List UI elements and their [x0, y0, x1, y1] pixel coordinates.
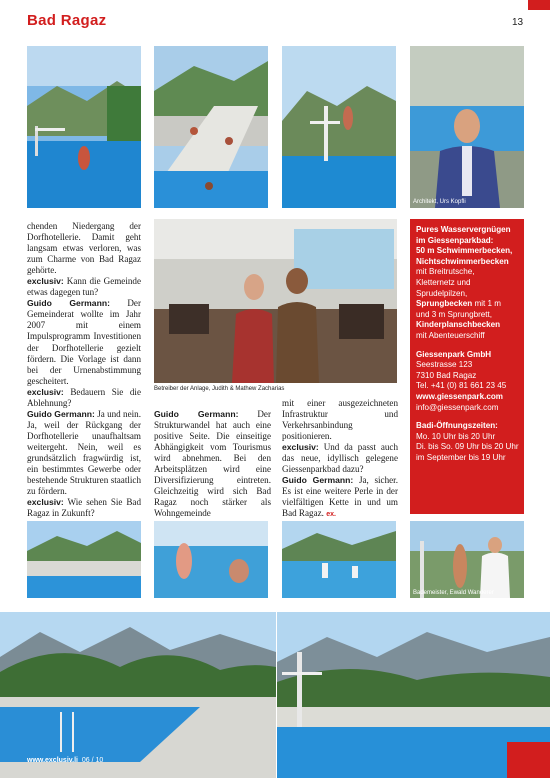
question: [27, 276, 141, 298]
footer-issue: 06 / 10: [81, 757, 104, 764]
hours-heading: Badi-Öffnungszeiten:: [416, 421, 498, 431]
hours-line: Mo. 10 Uhr bis 20 Uhr: [416, 431, 496, 441]
info-bold: Sprungbecken: [416, 299, 473, 309]
photo-panorama-left: [0, 612, 276, 778]
info-line: Kinderplanschbecken: [416, 320, 501, 330]
info-line: 50 m Schwimmerbecken,: [416, 246, 513, 256]
speaker-label: Guido Germann:: [154, 409, 239, 419]
info-line: [416, 299, 520, 310]
question-text: Wie sehen Sie Bad Ragaz in Zukunft?: [27, 497, 141, 519]
hours-line: Di. bis So. 09 Uhr bis 20 Uhr: [416, 442, 519, 452]
text-column-3: [282, 398, 398, 521]
question-label: exclusiv:: [27, 386, 64, 397]
answer: [27, 298, 141, 386]
info-box: [410, 219, 524, 514]
footer: [27, 757, 103, 764]
speaker-label: Guido Germann:: [27, 408, 95, 419]
caption-operators: Betreiber der Anlage, Judith & Mathew Zacharias: [154, 386, 285, 392]
question-label: exclusiv:: [282, 442, 319, 453]
info-line: im Giessenparkbad:: [416, 235, 494, 245]
question-text: Bedauern Sie die Ablehnung?: [27, 386, 141, 408]
info-line: Kletternetz und: [416, 277, 471, 287]
photo-small-lifeguard: [410, 521, 524, 598]
paragraph: [282, 398, 398, 442]
speaker-label: Guido Germann:: [27, 298, 110, 309]
end-mark: ex.: [326, 511, 336, 519]
section-title: Bad Ragaz: [27, 12, 107, 29]
text-column-1: [27, 221, 141, 519]
answer-text: Ja und nein. Ja, weil der Rückgang der Dorfhotellerie unaufhaltsam weitergeht. Nein, weil es grundsätzlich fragwürdig ist, ein bestimmtes Gewerbe oder bestehende Strukturen staatlich zu fördern.: [27, 408, 141, 497]
contact-company: Giessenpark GmbH: [416, 349, 492, 359]
info-line: mit Breitrutsche,: [416, 267, 475, 277]
photo-diving-tower: [282, 46, 396, 208]
text-column-2: [154, 409, 271, 519]
body-text: chenden Niedergang der Dorfhotellerie. Damit geht langsam etwas verloren, was zum Charme von Bad Ragaz gehörte.: [27, 221, 141, 276]
answer-text: Ja, sicher. Es ist eine weitere Perle in der vielfältigen Kette in und um Bad Ragaz.: [282, 475, 398, 519]
body-text: mit einer ausgezeichneten Infrastruktur und Verkehrsanbindung positionieren.: [282, 398, 398, 442]
photo-operators: [154, 219, 397, 383]
question-label: exclusiv:: [27, 276, 64, 287]
question: [282, 442, 398, 475]
contact-website[interactable]: www.giessenpark.com: [416, 391, 503, 401]
contact-city: 7310 Bad Ragaz: [416, 370, 477, 380]
caption-architect: Architekt, Urs Kopfli: [413, 199, 466, 205]
photo-small-pool: [27, 521, 141, 598]
photo-small-fountains: [282, 521, 396, 598]
info-line: Nichtschwimmerbecken: [416, 256, 509, 266]
caption-lifeguard: Bademeister, Ewald Wanderer: [413, 590, 494, 596]
info-line: Sprudelpilzen,: [416, 288, 468, 298]
page-number: 13: [512, 17, 524, 28]
answer: [27, 409, 141, 497]
info-line: mit Abenteuerschiff: [416, 330, 485, 340]
corner-marker: [528, 0, 550, 10]
question-text: Und da passt auch das neue, idyllisch gelegene Giessenparkbad dazu?: [282, 442, 398, 475]
speaker-label: Guido Germann:: [282, 475, 354, 486]
answer: [282, 475, 398, 520]
contact-phone: Tel. +41 (0) 81 661 23 45: [416, 381, 507, 391]
photo-slide: [154, 46, 268, 208]
question: [27, 497, 141, 519]
info-line: und 3 m Sprungbrett,: [416, 309, 493, 319]
info-line: Pures Wasservergnügen: [416, 225, 511, 234]
question: [27, 387, 141, 409]
footer-website[interactable]: www.exclusiv.li: [27, 757, 78, 764]
answer: [154, 409, 271, 519]
answer-text: Der Gemeinderat wollte im Jahr 2007 mit einem Impulsprogramm Investitionen der Dorfhotellerie gezielt fördern. Die Vorlage ist dann bei der Urnenabstimmung gescheitert.: [27, 298, 141, 386]
contact-email[interactable]: info@giessenpark.com: [416, 402, 499, 412]
photo-panorama-right: [277, 612, 550, 778]
hours-line: im September bis 19 Uhr: [416, 452, 506, 462]
question-text: Kann die Gemeinde etwas dagegen tun?: [27, 276, 141, 298]
contact-street: Seestrasse 123: [416, 360, 473, 370]
photo-diver: [27, 46, 141, 208]
photo-small-kids: [154, 521, 268, 598]
answer-text: Der Strukturwandel hat auch eine positive Seite. Die einseitige Abhängigkeit vom Tourismus wird abnehmen. Bei den Arbeitsplätzen wird eine Diversifizierung eintreten. Gleichzeitig wird sich Bad Ragaz noch stärker als Wohngemeinde: [154, 409, 271, 519]
info-text: mit 1 m: [472, 299, 501, 309]
paragraph: [27, 221, 141, 276]
photo-architect: [410, 46, 524, 208]
question-label: exclusiv:: [27, 497, 64, 508]
